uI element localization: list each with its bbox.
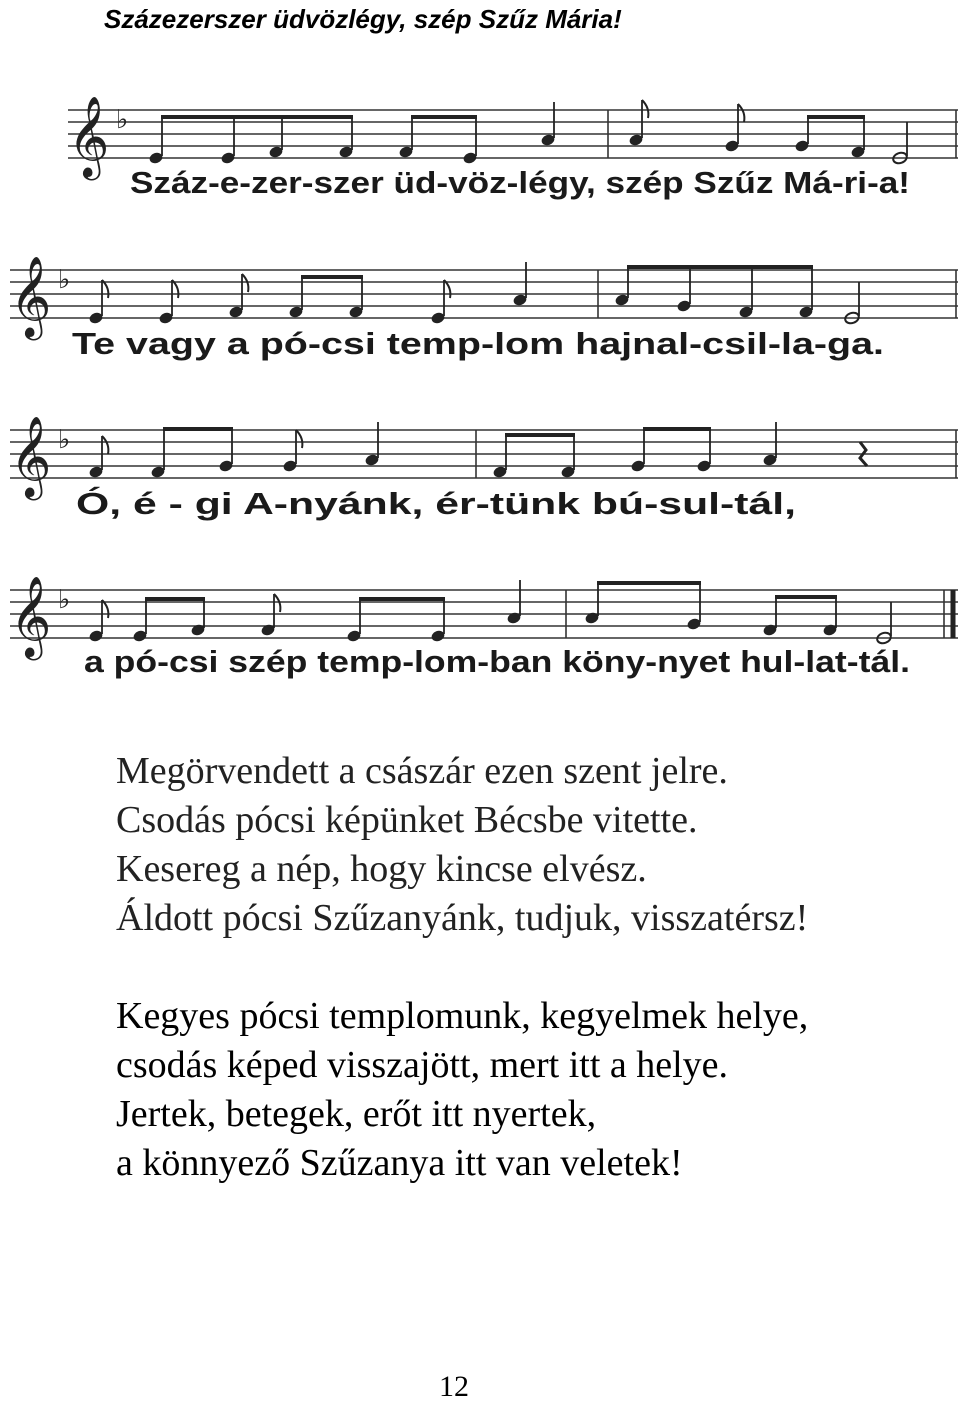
verse-2-line-4: a könnyező Szűzanya itt van veletek!	[116, 1142, 683, 1184]
music-staff-2	[0, 250, 960, 380]
staff-1-lyrics: Száz-e-zer-szer üd-vöz-légy, szép Szűz Má-ri-a!	[130, 165, 910, 200]
flat-icon: ♭	[116, 105, 129, 135]
flat-icon: ♭	[58, 265, 71, 295]
verse-2-line-1: Kegyes pócsi templomunk, kegyelmek helye,	[116, 995, 809, 1037]
verse-1-line-2: Csodás pócsi képünket Bécsbe vitette.	[116, 799, 698, 841]
flat-icon: ♭	[58, 425, 71, 455]
verse-1-line-1: Megörvendett a császár ezen szent jelre.	[116, 750, 728, 792]
flat-icon: ♭	[58, 585, 71, 615]
treble-clef-icon: 𝄞	[10, 255, 52, 337]
music-staff-4	[0, 570, 960, 700]
page-number: 12	[439, 1370, 469, 1403]
verse-1	[116, 747, 808, 943]
treble-clef-icon: 𝄞	[10, 415, 52, 497]
music-staff-1	[0, 90, 960, 220]
verse-2-line-2: csodás képed visszajött, mert itt a helye.	[116, 1044, 729, 1086]
staff-3-lyrics: Ó, é - gi A-nyánk, ér-tünk bú-sul-tál,	[76, 486, 599, 521]
staff-4-lyrics: a pó-csi szép temp-lom-ban köny-nyet hul-lat-tál.	[84, 644, 910, 679]
song-title: Százezerszer üdvözlégy, szép Szűz Mária!	[104, 4, 622, 34]
verse-2-line-3: Jertek, betegek, erőt itt nyertek,	[116, 1093, 597, 1135]
staff-2-lyrics: Te vagy a pó-csi temp-lom hajnal-csil-la-ga.	[72, 326, 885, 361]
verse-1-line-3: Kesereg a nép, hogy kincse elvész.	[116, 848, 647, 890]
music-staff-3	[0, 410, 960, 540]
treble-clef-icon: 𝄞	[10, 575, 52, 657]
treble-clef-icon: 𝄞	[68, 95, 110, 177]
verse-2	[116, 992, 808, 1188]
verse-1-line-4: Áldott pócsi Szűzanyánk, tudjuk, visszatérsz!	[116, 897, 809, 939]
